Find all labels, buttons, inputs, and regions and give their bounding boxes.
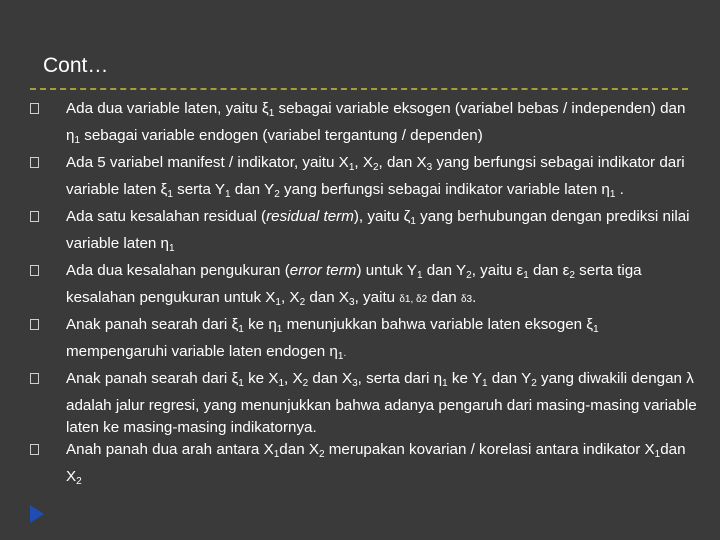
list-item: Anak panah searah dari $\xi_1$ ke $\eta_1$ menunjukkan bahwa variable laten eksogen $\xi_1$ mempengaruhi variable laten endogen $\eta_1$. <box>30 314 700 368</box>
list-item: Ada dua variable laten, yaitu $\xi_1$ sebagai variable eksogen (variabel bebas / independen) dan $\eta_1$ sebagai variable endogen (variabel tergantung / dependen) <box>30 98 700 152</box>
square-bullet-icon <box>30 211 39 222</box>
square-bullet-icon <box>30 444 39 455</box>
list-item: Ada 5 variabel manifest / indikator, yaitu $X_1$, $X_2$, dan $X_3$ yang berfungsi sebagai indikator dari variable laten $\xi_1$ serta $Y_1$ dan $Y_2$ yang berfungsi sebagai indikator variable laten $\eta_1$ . <box>30 152 700 206</box>
square-bullet-icon <box>30 265 39 276</box>
list-item: Ada dua kesalahan pengukuran (error term) untuk $Y_1$ dan $Y_2$, yaitu $\varepsilon_1$ dan $\varepsilon_2$ serta tiga kesalahan pengukuran untuk $X_1$, $X_2$ dan $X_3$, yaitu δ1, δ2 dan δ3. <box>30 260 700 314</box>
square-bullet-icon <box>30 103 39 114</box>
title-divider <box>30 88 688 90</box>
list-item: Ada satu kesalahan residual (residual term), yaitu $\zeta_1$ yang berhubungan dengan prediksi nilai variable laten $\eta_1$ <box>30 206 700 260</box>
square-bullet-icon <box>30 373 39 384</box>
slide-title: Cont… <box>43 54 109 77</box>
square-bullet-icon <box>30 157 39 168</box>
bullet-list <box>30 98 700 493</box>
list-item: Anah panah dua arah antara $X_1dan$ $X_2$ merupakan kovarian / korelasi antara indikator $X_1dan$ $X_2$ <box>30 439 700 493</box>
list-item: Anak panah searah dari $\xi_1$ ke $X_1$, $X_2$ dan $X_3$, serta dari $\eta_1$ ke $Y_1$ dan $Y_2$ yang diwakili dengan λ adalah jalur regresi, yang menunjukkan bahwa adanya pengaruh dari masing-masing variable laten ke masing-masing indikatornya. <box>30 368 700 439</box>
next-slide-arrow-icon[interactable] <box>30 505 44 523</box>
square-bullet-icon <box>30 319 39 330</box>
